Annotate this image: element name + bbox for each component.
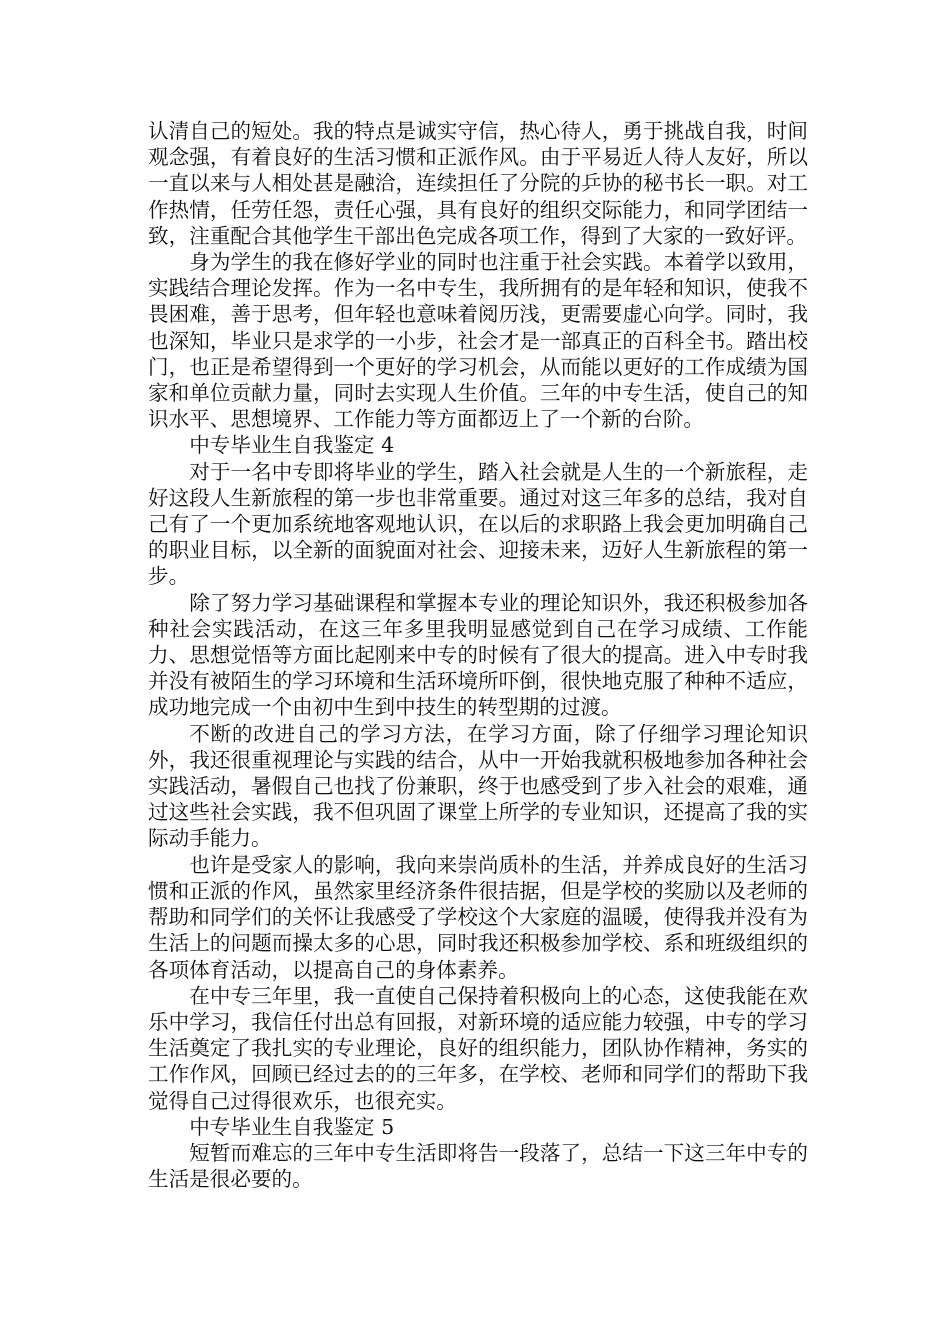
paragraph-4: 除了努力学习基础课程和掌握本专业的理论知识外，我还积极参加各种社会实践活动，在这三年多里我明显感觉到自己在学习成绩、工作能力、思想觉悟等方面比起刚来中专的时候有了很大的提高。进入中专时我并没有被陌生的学习环境和生活环境所吓倒，很快地克服了种种不适应，成功地完成一个由初中生到中技生的转型期的过渡。	[148, 590, 808, 720]
paragraph-1: 认清自己的短处。我的特点是诚实守信，热心待人，勇于挑战自我，时间观念强，有着良好的生活习惯和正派作风。由于平易近人待人友好，所以一直以来与人相处甚是融洽，连续担任了分院的乒协的秘书长一职。对工作热情，任劳任怨，责任心强，具有良好的组织交际能力，和同学团结一致，注重配合其他学生干部出色完成各项工作，得到了大家的一致好评。	[148, 119, 808, 248]
paragraph-3: 对于一名中专即将毕业的学生，踏入社会就是人生的一个新旅程，走好这段人生新旅程的第一步也非常重要。通过对这三年多的总结，我对自己有了一个更加系统地客观地认识，在以后的求职路上我会更加明确自己的职业目标，以全新的面貌面对社会、迎接未来，迈好人生新旅程的第一步。	[148, 459, 808, 589]
paragraph-8: 短暂而难忘的三年中专生活即将告一段落了，总结一下这三年中专的生活是很必要的。	[148, 1140, 808, 1192]
document-body	[148, 118, 808, 1192]
section-heading-5: 中专毕业生自我鉴定 5	[189, 1114, 395, 1139]
paragraph-7: 在中专三年里，我一直使自己保持着积极向上的心态，这使我能在欢乐中学习，我信任付出总有回报，对新环境的适应能力较强，中专的学习生活奠定了我扎实的专业理论，良好的组织能力，团队协作精神，务实的工作作风，回顾已经过去的的三年多，在学校、老师和同学们的帮助下我觉得自己过得很欢乐，也很充实。	[148, 983, 808, 1113]
paragraph-2: 身为学生的我在修好学业的同时也注重于社会实践。本着学以致用，实践结合理论发挥。作为一名中专生，我所拥有的是年轻和知识，使我不畏困难，善于思考，但年轻也意味着阅历浅，更需要虚心向学。同时，我也深知，毕业只是求学的一小步，社会才是一部真正的百科全书。踏出校门，也正是希望得到一个更好的学习机会，从而能以更好的工作成绩为国家和单位贡献力量，同时去实现人生价值。三年的中专生活，使自己的知识水平、思想境界、工作能力等方面都迈上了一个新的台阶。	[148, 250, 808, 432]
paragraph-5: 不断的改进自己的学习方法，在学习方面，除了仔细学习理论知识外，我还很重视理论与实践的结合，从中一开始我就积极地参加各种社会实践活动，暑假自己也找了份兼职，终于也感受到了步入社会的艰难，通过这些社会实践，我不但巩固了课堂上所学的专业知识，还提高了我的实际动手能力。	[148, 721, 808, 851]
section-heading-4: 中专毕业生自我鉴定 4	[189, 433, 395, 458]
paragraph-6: 也许是受家人的影响，我向来崇尚质朴的生活，并养成良好的生活习惯和正派的作风，虽然家里经济条件很拮据，但是学校的奖励以及老师的帮助和同学们的关怀让我感受了学校这个大家庭的温暖，使得我并没有为生活上的问题而操太多的心思，同时我还积极参加学校、系和班级组织的各项体育活动，以提高自己的身体素养。	[148, 852, 808, 982]
